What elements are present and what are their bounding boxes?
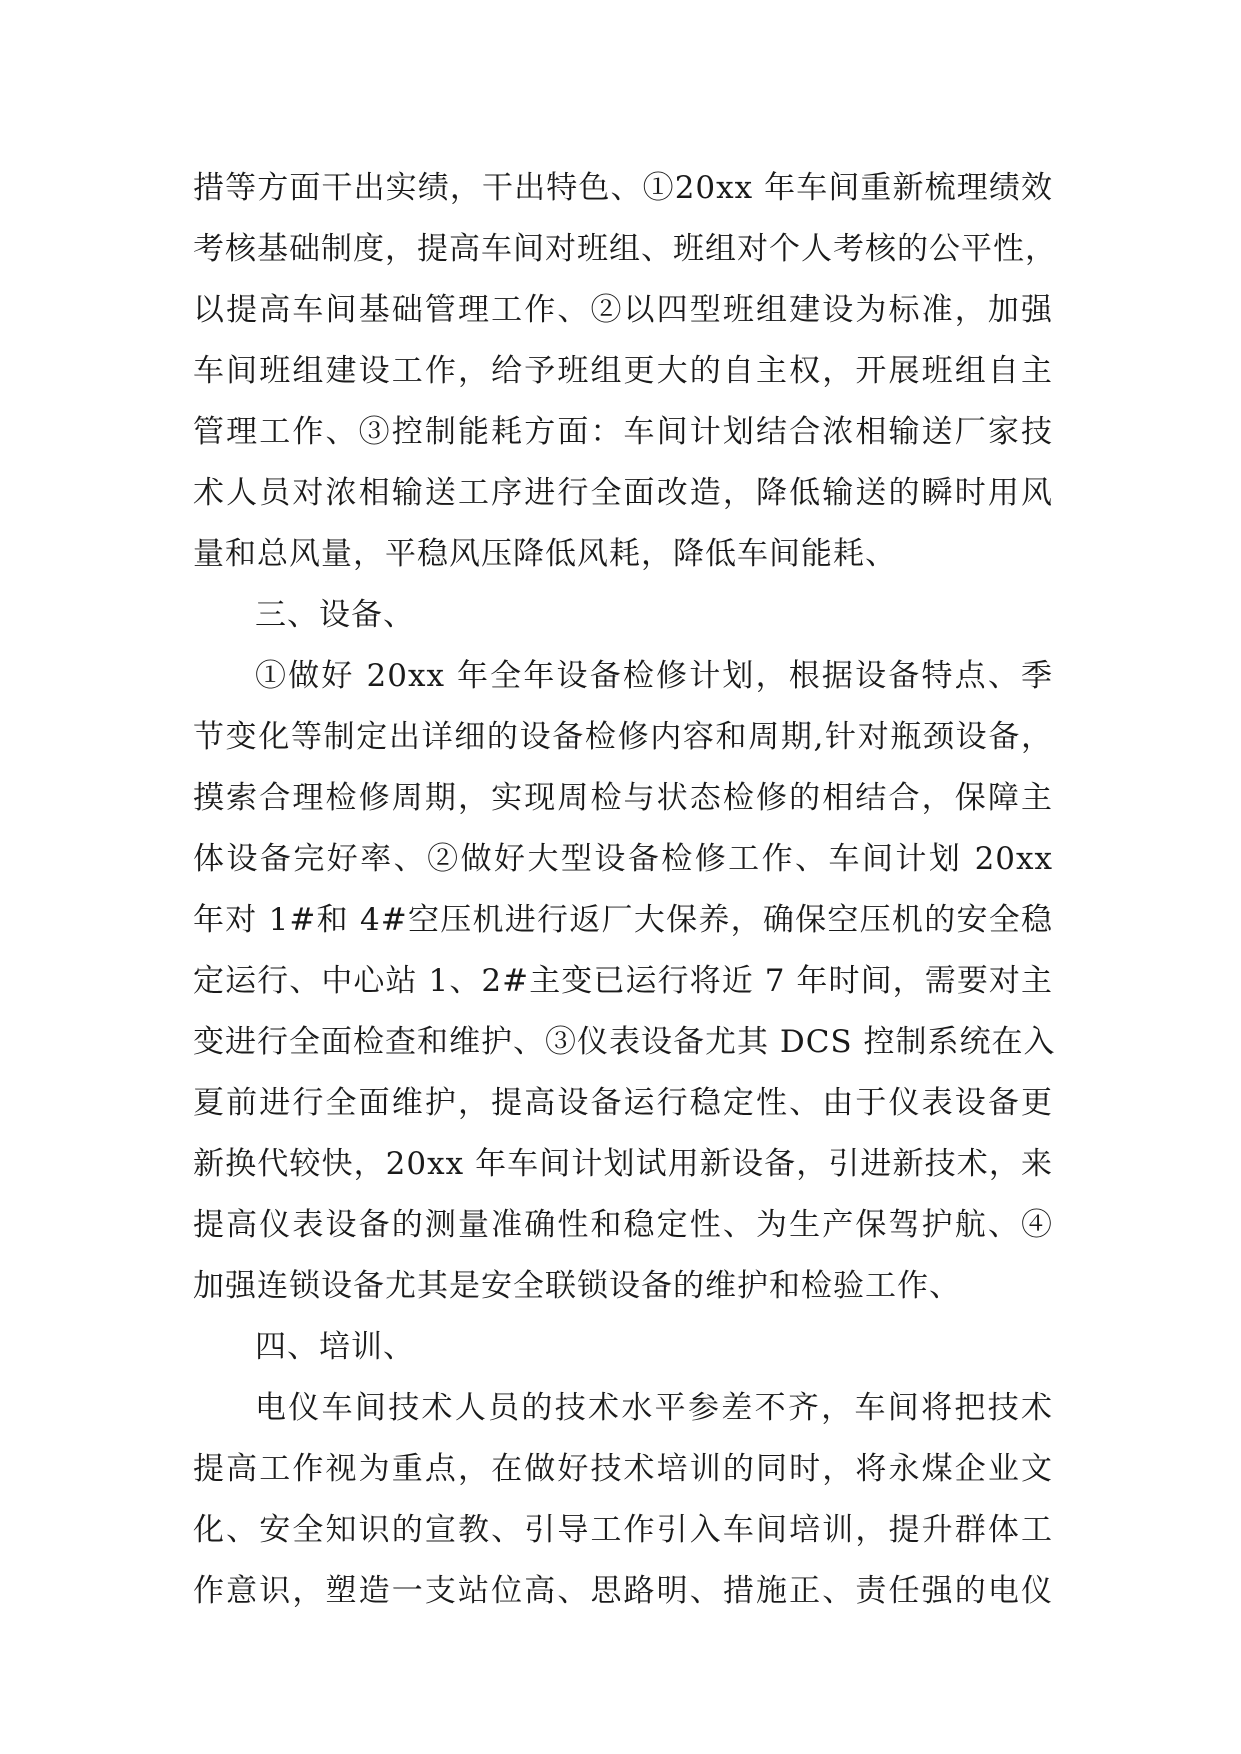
text-line: 化、安全知识的宣教、引导工作引入车间培训，提升群体工 — [193, 1512, 1053, 1548]
text-line: 作意识，塑造一支站位高、思路明、措施正、责任强的电仪 — [193, 1573, 1053, 1609]
text-line: 术人员对浓相输送工序进行全面改造，降低输送的瞬时用风 — [193, 475, 1053, 511]
text-line: 年对 1#和 4#空压机进行返厂大保养，确保空压机的安全稳 — [193, 902, 1053, 938]
text-line: 电仪车间技术人员的技术水平参差不齐，车间将把技术 — [255, 1390, 1053, 1426]
text-line: 考核基础制度，提高车间对班组、班组对个人考核的公平性， — [193, 231, 1057, 267]
text-line: ①做好 20xx 年全年设备检修计划，根据设备特点、季 — [255, 658, 1053, 694]
text-line: 新换代较快，20xx 年车间计划试用新设备，引进新技术，来 — [193, 1146, 1053, 1182]
text-line: 摸索合理检修周期，实现周检与状态检修的相结合，保障主 — [193, 780, 1053, 816]
text-line: 定运行、中心站 1、2#主变已运行将近 7 年时间，需要对主 — [193, 963, 1053, 999]
text-line: 量和总风量，平稳风压降低风耗，降低车间能耗、 — [193, 536, 897, 572]
text-line: 以提高车间基础管理工作、②以四型班组建设为标准，加强 — [193, 292, 1053, 328]
text-line: 管理工作、③控制能耗方面：车间计划结合浓相输送厂家技 — [193, 414, 1053, 450]
text-line: 提高仪表设备的测量准确性和稳定性、为生产保驾护航、④ — [193, 1207, 1053, 1243]
text-line: 夏前进行全面维护，提高设备运行稳定性、由于仪表设备更 — [193, 1085, 1053, 1121]
text-line: 体设备完好率、②做好大型设备检修工作、车间计划 20xx — [193, 841, 1053, 877]
document-body — [193, 158, 1057, 1622]
text-line: 三、设备、 — [255, 597, 415, 633]
text-line: 加强连锁设备尤其是安全联锁设备的维护和检验工作、 — [193, 1268, 961, 1304]
text-line: 车间班组建设工作，给予班组更大的自主权，开展班组自主 — [193, 353, 1053, 389]
text-line: 措等方面干出实绩，干出特色、①20xx 年车间重新梳理绩效 — [193, 170, 1053, 206]
text-line: 节变化等制定出详细的设备检修内容和周期,针对瓶颈设备， — [193, 719, 1053, 755]
text-line: 四、培训、 — [255, 1329, 415, 1365]
text-line: 提高工作视为重点，在做好技术培训的同时，将永煤企业文 — [193, 1451, 1053, 1487]
text-line: 变进行全面检查和维护、③仪表设备尤其 DCS 控制系统在入 — [193, 1024, 1056, 1060]
